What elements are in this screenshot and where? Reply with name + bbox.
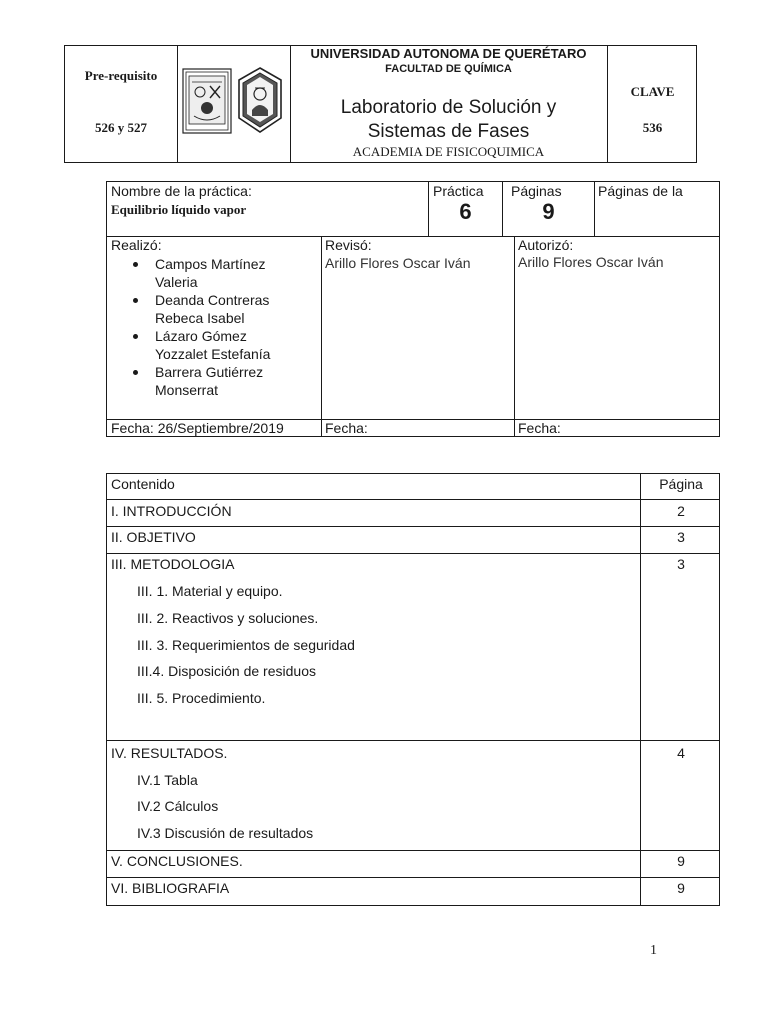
toc-section-page: 3 [677, 529, 685, 545]
university-seal-icon [182, 68, 232, 134]
toc-header-page: Página [659, 476, 703, 492]
academy-name: ACADEMIA DE FISICOQUIMICA [352, 144, 545, 159]
date-made: Fecha: 26/Septiembre/2019 [111, 420, 284, 436]
faculty-shield-icon [235, 66, 285, 134]
pages-number: 9 [542, 199, 555, 224]
practice-name: Equilibrio líquido vapor [111, 202, 247, 217]
toc-section-title: IV. RESULTADOS. [111, 745, 228, 761]
title-cell [290, 46, 608, 162]
toc-section-page: 9 [677, 880, 685, 896]
toc-subsection: III. 1. Material y equipo. [137, 583, 283, 599]
toc-section-page: 9 [677, 853, 685, 869]
toc-section-title: VI. BIBLIOGRAFIA [111, 880, 230, 896]
pages-label: Páginas [511, 183, 562, 199]
practice-name-label: Nombre de la práctica: [111, 183, 252, 199]
authorizer-name: Arillo Flores Oscar Iván [518, 254, 664, 270]
toc-section-page: 2 [677, 503, 685, 519]
toc-section-title: II. OBJETIVO [111, 529, 196, 545]
lab-title-line-2: Sistemas de Fases [367, 121, 530, 142]
toc-section-title: I. INTRODUCCIÓN [111, 503, 232, 519]
list-item: Deanda Contreras Rebeca Isabel [107, 291, 321, 327]
toc-subsection: III. 2. Reactivos y soluciones. [137, 610, 319, 626]
list-item: Campos Martínez Valeria [107, 255, 321, 291]
toc-header-content: Contenido [111, 476, 175, 492]
university-name: UNIVERSIDAD AUTONOMA DE QUERÉTARO [310, 46, 587, 61]
toc-subsection: IV.3 Discusión de resultados [137, 825, 314, 841]
practice-info-table [106, 181, 720, 437]
reviewed-label: Revisó: [325, 237, 372, 253]
toc-subsection: IV.1 Tabla [137, 772, 198, 788]
toc-subsection: III. 3. Requerimientos de seguridad [137, 637, 355, 653]
pages-of-label: Páginas de la [598, 183, 683, 199]
clave-cell [607, 46, 698, 162]
date-authorized: Fecha: [518, 420, 561, 436]
date-reviewed: Fecha: [325, 420, 368, 436]
lab-title-line-1: Laboratorio de Solución y [340, 97, 557, 118]
prerequisite-cell [65, 46, 178, 162]
header-table [64, 45, 697, 163]
list-item: Barrera Gutiérrez Monserrat [107, 363, 321, 399]
practice-label: Práctica [433, 183, 484, 199]
authorized-label: Autorizó: [518, 237, 574, 253]
toc-subsection: III. 5. Procedimiento. [137, 690, 266, 706]
prerequisite-label: Pre-requisito [84, 68, 158, 83]
toc-section-page: 3 [677, 556, 685, 572]
made-by-label: Realizó: [111, 237, 162, 253]
authors-list [107, 255, 321, 399]
prerequisite-value: 526 y 527 [95, 120, 147, 135]
toc-section-title: III. METODOLOGIA [111, 556, 235, 572]
practice-number: 6 [459, 199, 472, 224]
logos-cell [177, 46, 291, 162]
reviewer-name: Arillo Flores Oscar Iván [325, 255, 471, 271]
faculty-name: FACULTAD DE QUÍMICA [385, 63, 512, 75]
list-item: Lázaro Gómez Yozzalet Estefanía [107, 327, 321, 363]
toc-subsection: IV.2 Cálculos [137, 798, 219, 814]
page-number: 1 [650, 943, 657, 958]
toc-section-page: 4 [677, 745, 685, 761]
clave-value: 536 [642, 120, 663, 135]
table-of-contents [106, 473, 720, 906]
clave-label: CLAVE [630, 84, 675, 99]
toc-subsection: III.4. Disposición de residuos [137, 663, 316, 679]
toc-section-title: V. CONCLUSIONES. [111, 853, 243, 869]
